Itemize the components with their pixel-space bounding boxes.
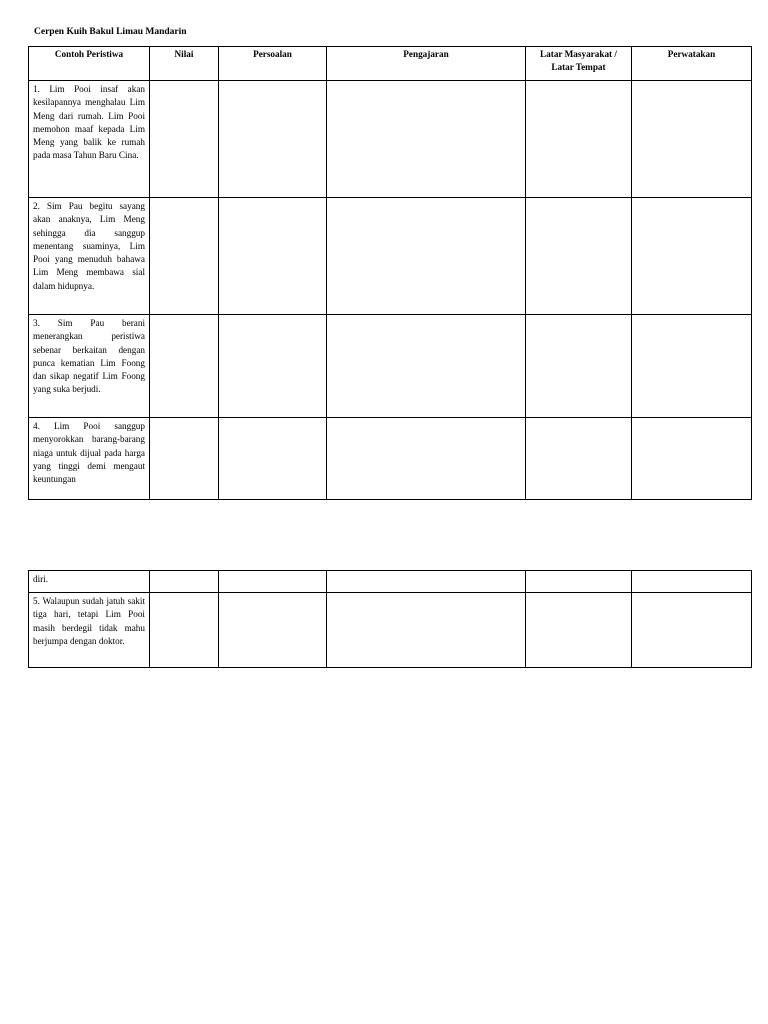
event-cell: 1. Lim Pooi insaf akan kesilapannya menghalau Lim Meng dari rumah. Lim Pooi memohon maaf kepada Lim Meng yang balik ke rumah pada masa Tahun Baru Cina. (29, 81, 150, 198)
table-row (29, 418, 752, 500)
activity-table-continued (28, 570, 752, 668)
perwatakan-cell[interactable] (632, 198, 752, 315)
header-contoh-peristiwa: Contoh Peristiwa (29, 47, 150, 81)
persoalan-cell[interactable] (219, 315, 327, 418)
header-perwatakan: Perwatakan (632, 47, 752, 81)
event-cell: 4. Lim Pooi sanggup menyorokkan barang-barang niaga untuk dijual pada harga yang tinggi demi mengaut keuntungan (29, 418, 150, 500)
event-cell: 5. Walaupun sudah jatuh sakit tiga hari, tetapi Lim Pooi masih berdegil tidak mahu berjumpa dengan doktor. (29, 593, 150, 668)
persoalan-cell[interactable] (219, 81, 327, 198)
latar-cell[interactable] (526, 81, 632, 198)
table-row (29, 571, 752, 593)
nilai-cell[interactable] (150, 81, 219, 198)
persoalan-cell[interactable] (219, 418, 327, 500)
latar-cell[interactable] (526, 571, 632, 593)
latar-cell[interactable] (526, 315, 632, 418)
pengajaran-cell[interactable] (327, 571, 526, 593)
latar-cell[interactable] (526, 198, 632, 315)
latar-cell[interactable] (526, 593, 632, 668)
header-pengajaran: Pengajaran (327, 47, 526, 81)
header-persoalan: Persoalan (219, 47, 327, 81)
pengajaran-cell[interactable] (327, 198, 526, 315)
event-cell: 2. Sim Pau begitu sayang akan anaknya, Lim Meng sehingga dia sanggup menentang suaminya, Lim Pooi yang menuduh bahawa Lim Meng membawa sial dalam hidupnya. (29, 198, 150, 315)
persoalan-cell[interactable] (219, 198, 327, 315)
pengajaran-cell[interactable] (327, 418, 526, 500)
nilai-cell[interactable] (150, 198, 219, 315)
event-cell: diri. (29, 571, 150, 593)
activity-table (28, 46, 752, 500)
table-row (29, 198, 752, 315)
perwatakan-cell[interactable] (632, 315, 752, 418)
latar-cell[interactable] (526, 418, 632, 500)
header-nilai: Nilai (150, 47, 219, 81)
perwatakan-cell[interactable] (632, 418, 752, 500)
pengajaran-cell[interactable] (327, 315, 526, 418)
nilai-cell[interactable] (150, 593, 219, 668)
persoalan-cell[interactable] (219, 593, 327, 668)
persoalan-cell[interactable] (219, 571, 327, 593)
document-title: Cerpen Kuih Bakul Limau Mandarin (34, 27, 187, 37)
perwatakan-cell[interactable] (632, 593, 752, 668)
header-latar: Latar Masyarakat / Latar Tempat (526, 47, 632, 81)
perwatakan-cell[interactable] (632, 571, 752, 593)
pengajaran-cell[interactable] (327, 593, 526, 668)
table-row (29, 315, 752, 418)
table-row (29, 81, 752, 198)
pengajaran-cell[interactable] (327, 81, 526, 198)
nilai-cell[interactable] (150, 418, 219, 500)
nilai-cell[interactable] (150, 315, 219, 418)
table-header-row (29, 47, 752, 81)
event-cell: 3. Sim Pau berani menerangkan peristiwa sebenar berkaitan dengan punca kematian Lim Foong dan sikap negatif Lim Foong yang suka berjudi. (29, 315, 150, 418)
nilai-cell[interactable] (150, 571, 219, 593)
table-row (29, 593, 752, 668)
perwatakan-cell[interactable] (632, 81, 752, 198)
